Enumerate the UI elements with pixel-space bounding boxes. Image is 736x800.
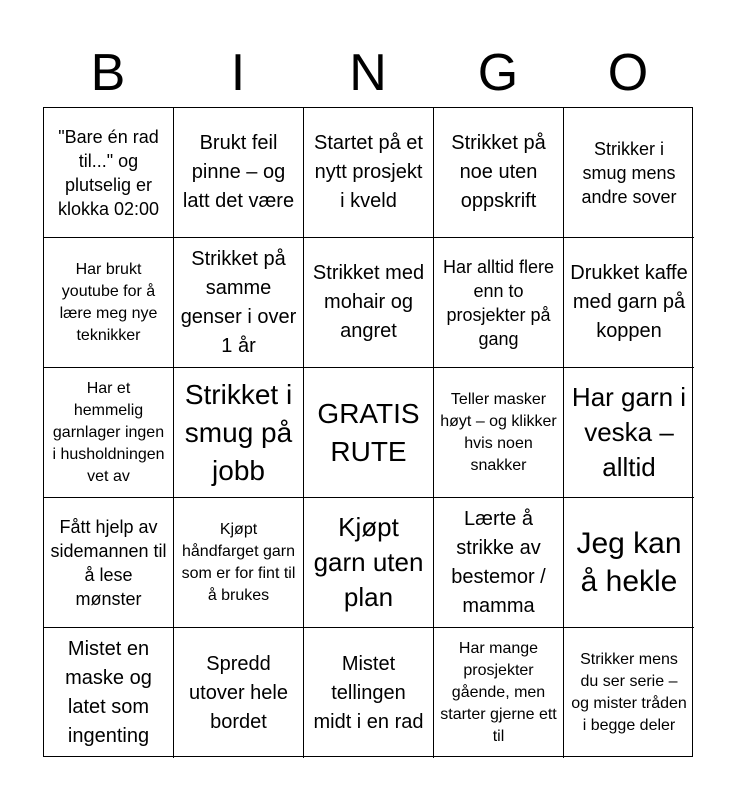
bingo-cell-o4: Jeg kan å hekle (564, 498, 694, 628)
bingo-cell-g3: Teller masker høyt – og klikker hvis noen snakker (434, 368, 564, 498)
header-letter-o: O (607, 44, 649, 102)
bingo-cell-g4: Lærte å strikke av bestemor / mamma (434, 498, 564, 628)
bingo-cell-g2: Har alltid flere enn to prosjekter på gang (434, 238, 564, 368)
bingo-cell-n4: Kjøpt garn uten plan (304, 498, 434, 628)
bingo-grid (43, 107, 693, 757)
bingo-cell-g1: Strikket på noe uten oppskrift (434, 108, 564, 238)
bingo-cell-n1: Startet på et nytt prosjekt i kveld (304, 108, 434, 238)
bingo-cell-n2: Strikket med mohair og angret (304, 238, 434, 368)
header-letter-b: B (90, 44, 126, 102)
bingo-cell-o5: Strikker mens du ser serie – og mister tråden i begge deler (571, 651, 687, 734)
bingo-cell-n5: Mistet tellingen midt i en rad (304, 628, 434, 758)
header-letter-i: I (230, 44, 246, 102)
bingo-cell-i4: Kjøpt håndfarget garn som er for fint til å brukes (174, 498, 304, 628)
bingo-cell-o2: Drukket kaffe med garn på koppen (564, 238, 694, 368)
bingo-cell-b3: Har et hemmelig garnlager ingen i husholdningen vet av (44, 368, 174, 498)
bingo-cell-i5: Spredd utover hele bordet (174, 628, 304, 758)
bingo-cell-i1: Brukt feil pinne – og latt det være (174, 108, 304, 238)
bingo-header (43, 40, 693, 106)
header-letter-g: G (477, 44, 519, 102)
bingo-cell-free: GRATIS RUTE (304, 368, 434, 498)
bingo-cell-i2: Strikket på samme genser i over 1 år (174, 238, 304, 368)
header-letter-n: N (349, 44, 387, 102)
bingo-cell-i3: Strikket i smug på jobb (174, 368, 304, 498)
bingo-cell-b2: Har brukt youtube for å lære meg nye teknikker (44, 238, 174, 368)
bingo-cell-g5: Har mange prosjekter gående, men starter gjerne ett til (434, 628, 564, 758)
bingo-cell-b4: Fått hjelp av sidemannen til å lese mønster (44, 498, 174, 628)
bingo-cell-o1: Strikker i smug mens andre sover (564, 108, 694, 238)
bingo-cell-o3: Har garn i veska – alltid (564, 368, 694, 498)
bingo-cell-b1: "Bare én rad til..." og plutselig er klokka 02:00 (44, 108, 174, 238)
bingo-cell-b5: Mistet en maske og latet som ingenting (44, 628, 174, 758)
